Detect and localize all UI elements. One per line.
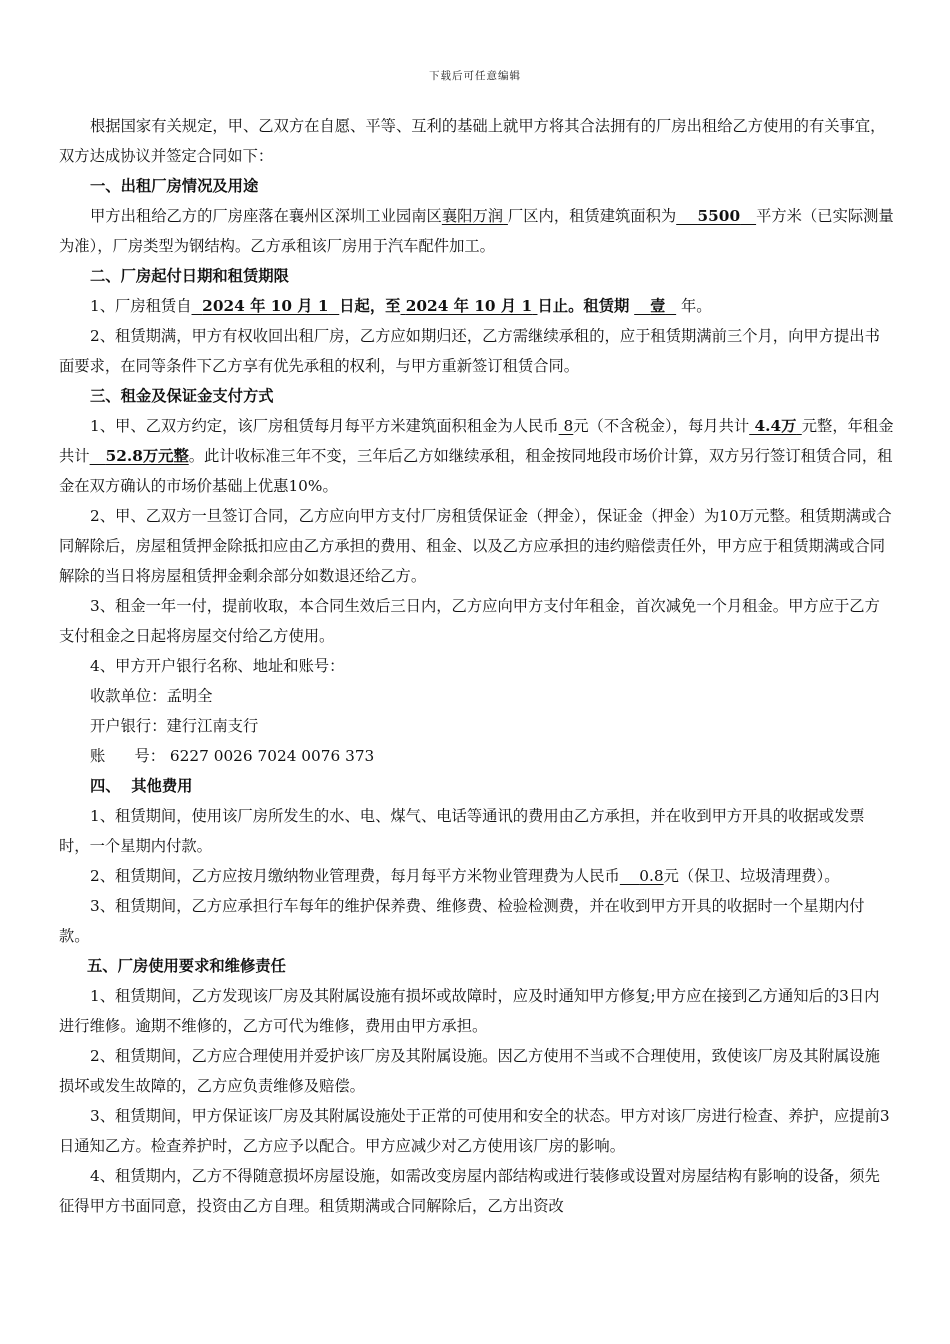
section-4-paragraph-2: 2、租赁期间，乙方应按月缴纳物业管理费，每月每平方米物业管理费为人民币 0.8元（保卫、垃圾清理费）。 [90, 867, 840, 885]
yearly-rent: 52.8万元整 [105, 447, 189, 465]
section-2-paragraph-1: 1、厂房租赁自 2024 年 10 月 1 日起，至 2024 年 10 月 1 日止。租赁期 壹 年。 [90, 297, 712, 315]
section-5-paragraph-4: 4、租赁期内，乙方不得随意损坏房屋设施，如需改变房屋内部结构或进行装修或设置对房屋结构有影响的设备，须先征得甲方书面同意，投资由乙方自理。租赁期满或合同解除后，乙方出资改 [59, 1167, 880, 1215]
section-1-paragraph-1: 甲方出租给乙方的厂房座落在襄州区深圳工业园南区襄阳万润 厂区内，租赁建筑面积为 5500 平方米（已实际测量为准），厂房类型为钢结构。乙方承租该厂房用于汽车配件加工。 [59, 207, 894, 255]
section-3-paragraph-2: 2、甲、乙双方一旦签订合同，乙方应向甲方支付厂房租赁保证金（押金），保证金（押金）为10万元整。租赁期满或合同解除后，房屋租赁押金除抵扣应由乙方承担的费用、租金、以及乙方应承担的违约赔偿责任外，甲方应于租赁期满或合同解除的当日将房屋租赁押金剩余部分如数退还给乙方。 [59, 507, 892, 585]
section-5-title: 五、厂房使用要求和维修责任 [87, 957, 286, 975]
park-name: 襄阳万润 [441, 207, 504, 225]
contract-body [59, 111, 894, 1221]
section-5-paragraph-2: 2、租赁期间，乙方应合理使用并爱护该厂房及其附属设施。因乙方使用不当或不合理使用，致使该厂房及其附属设施损坏或发生故障的，乙方应负责维修及赔偿。 [59, 1047, 880, 1095]
page-header: 下载后可任意编辑 [429, 70, 521, 82]
lease-term: 壹 [650, 297, 666, 315]
management-fee: 0.8 [639, 867, 664, 885]
monthly-rent: 4.4万 [754, 417, 797, 435]
section-2-title: 二、厂房起付日期和租赁期限 [90, 267, 289, 285]
rent-price: 8 [563, 417, 574, 435]
account-line: 账 号： 6227 0026 7024 0076 373 [90, 747, 375, 765]
intro-paragraph: 根据国家有关规定，甲、乙双方在自愿、平等、互利的基础上就甲方将其合法拥有的厂房出租给乙方使用的有关事宜，双方达成协议并签定合同如下： [59, 117, 886, 165]
section-2-paragraph-2: 2、租赁期满，甲方有权收回出租厂房，乙方应如期归还，乙方需继续承租的，应于租赁期满前三个月，向甲方提出书面要求，在同等条件下乙方享有优先承租的权利，与甲方重新签订租赁合同。 [59, 327, 880, 375]
section-3-title: 三、租金及保证金支付方式 [90, 387, 274, 405]
section-1-title: 一、出租厂房情况及用途 [90, 177, 259, 195]
section-4-paragraph-3: 3、租赁期间，乙方应承担行车每年的维护保养费、维修费、检验检测费，并在收到甲方开具的收据时一个星期内付款。 [59, 897, 865, 945]
lease-end-date: 2024 年 10 月 1 [405, 297, 533, 315]
section-5-paragraph-1: 1、租赁期间，乙方发现该厂房及其附属设施有损坏或故障时，应及时通知甲方修复;甲方应在接到乙方通知后的3日内进行维修。逾期不维修的，乙方可代为维修，费用由甲方承担。 [59, 987, 880, 1035]
payee-line: 收款单位：孟明全 [90, 687, 213, 705]
section-5-paragraph-3: 3、租赁期间，甲方保证该厂房及其附属设施处于正常的可使用和安全的状态。甲方对该厂房进行检查、养护，应提前3日通知乙方。检查养护时，乙方应予以配合。甲方应减少对乙方使用该厂房的影响。 [59, 1107, 890, 1155]
section-3-paragraph-3: 3、租金一年一付，提前收取，本合同生效后三日内，乙方应向甲方支付年租金，首次减免一个月租金。甲方应于乙方支付租金之日起将房屋交付给乙方使用。 [59, 597, 880, 645]
section-4-paragraph-1: 1、租赁期间，使用该厂房所发生的水、电、煤气、电话等通讯的费用由乙方承担，并在收到甲方开具的收据或发票时，一个星期内付款。 [59, 807, 865, 855]
bank-line: 开户银行：建行江南支行 [90, 717, 259, 735]
lease-start-date: 2024 年 10 月 1 [202, 297, 329, 315]
section-3-paragraph-4: 4、甲方开户银行名称、地址和账号： [90, 657, 345, 675]
leased-area: 5500 [697, 207, 741, 225]
section-4-title: 四、 其他费用 [90, 777, 193, 795]
section-3-paragraph-1: 1、甲、乙双方约定，该厂房租赁每月每平方米建筑面积租金为人民币 8元（不含税金），每月共计 4.4万 元整，年租金共计 52.8万元整。此计收标准三年不变，三年后乙方如继续承租，租金按同地段市场价计算，双方另行签订租赁合同，租金在双方确认的市场价基础上优惠10%。 [59, 417, 894, 495]
